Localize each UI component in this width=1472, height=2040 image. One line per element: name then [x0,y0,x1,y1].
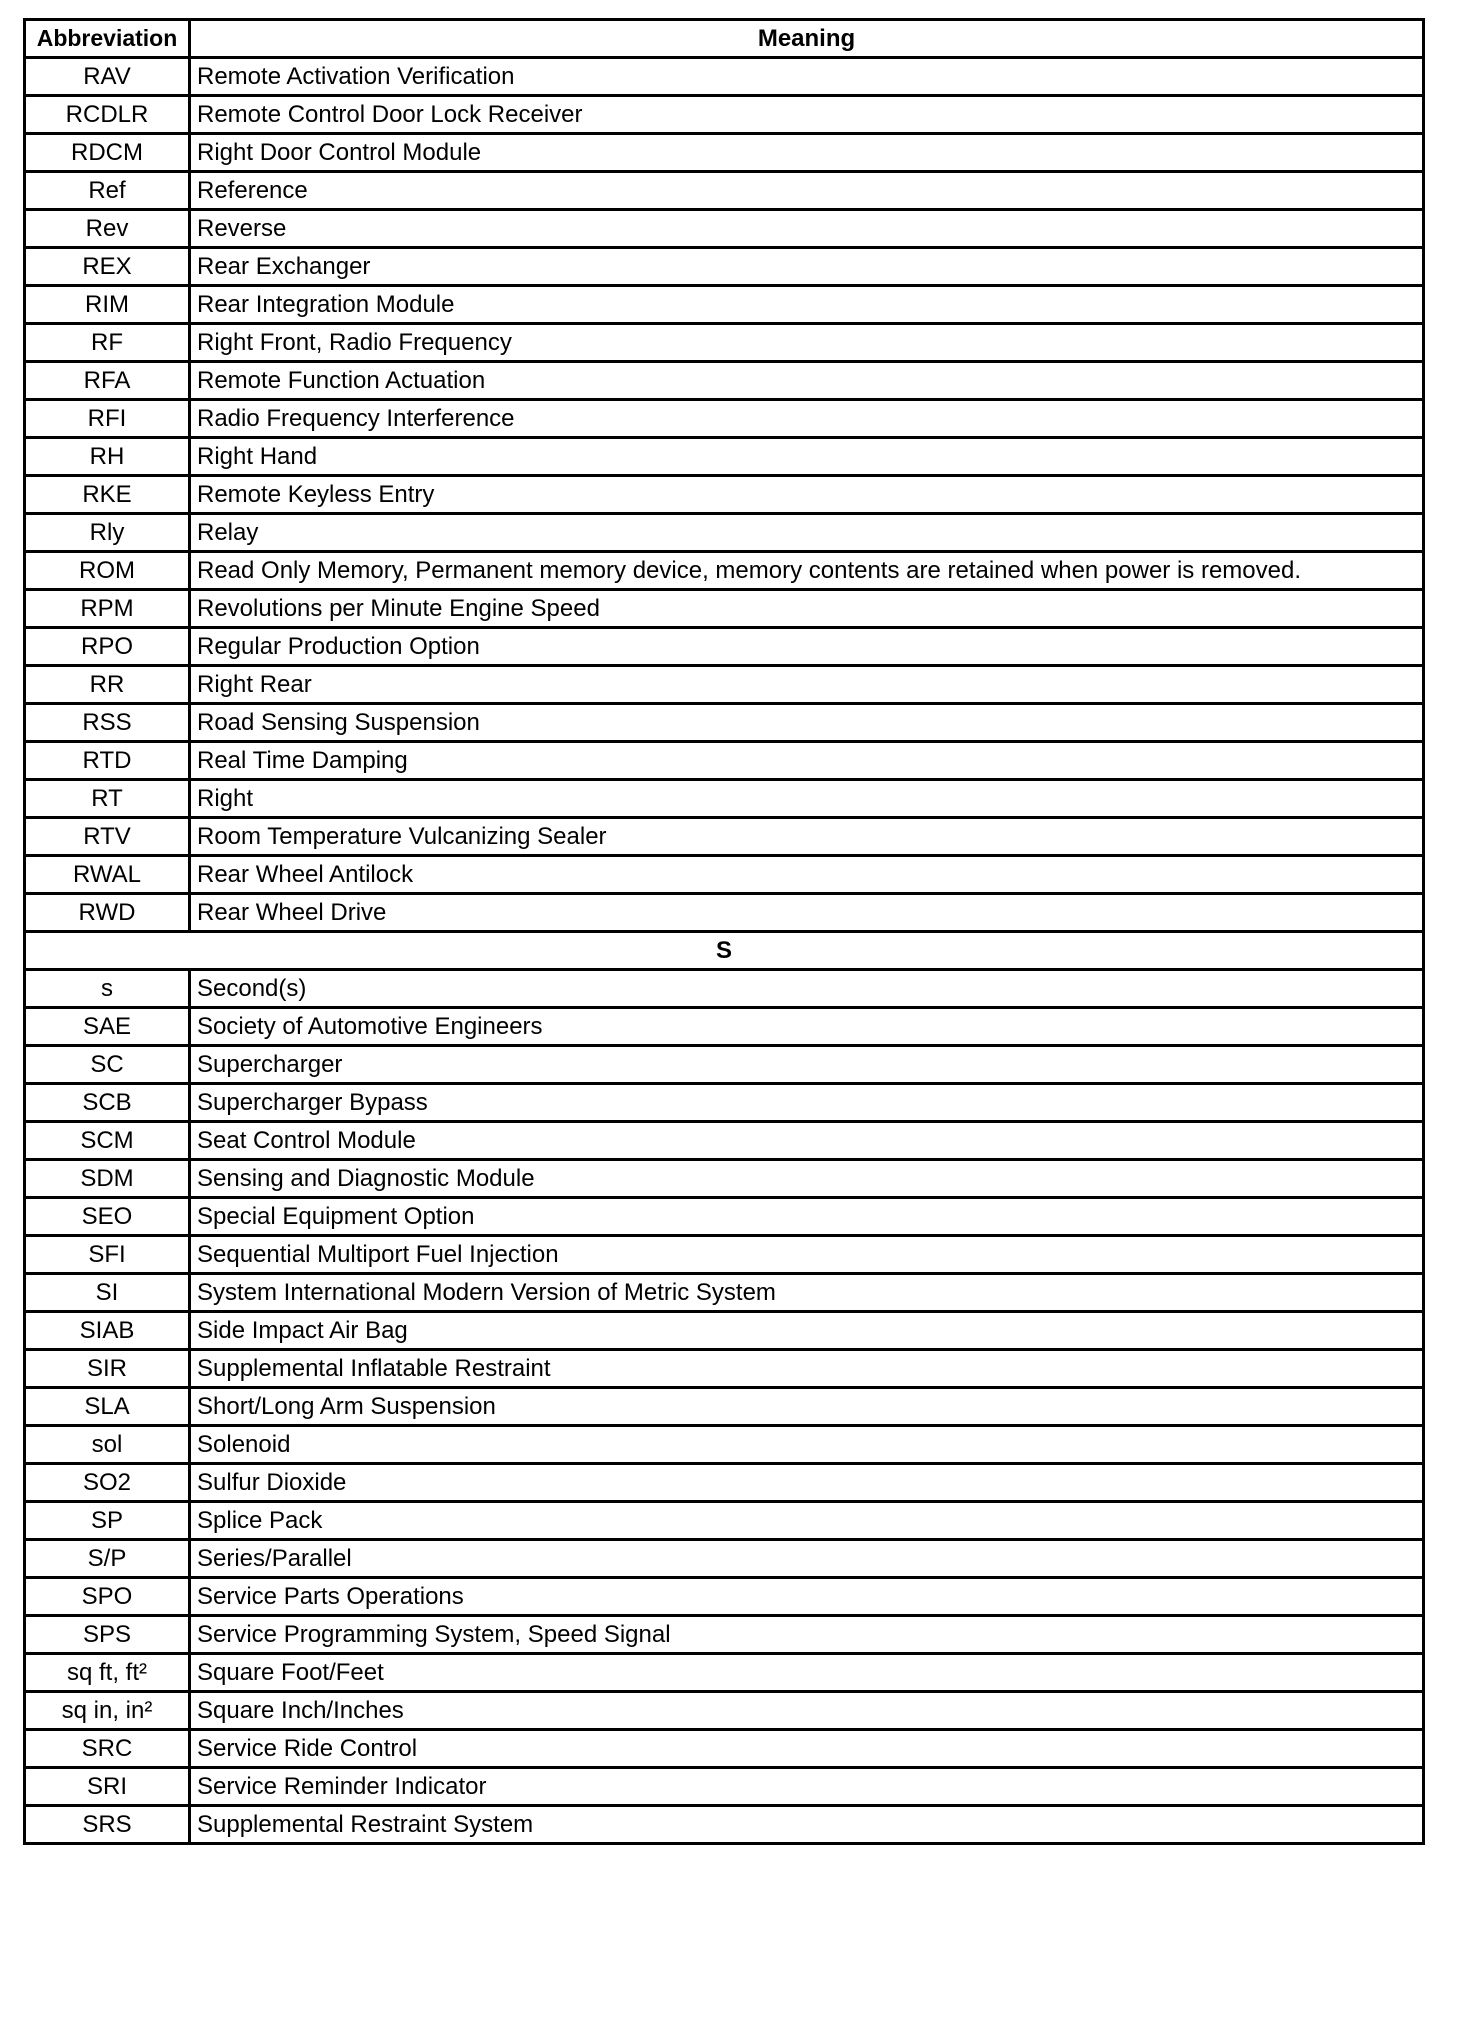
table-row [25,1236,1424,1274]
abbreviation-cell: RFA [25,362,190,400]
meaning-cell: Remote Keyless Entry [190,476,1424,514]
abbreviation-cell: RAV [25,58,190,96]
meaning-cell: Solenoid [190,1426,1424,1464]
meaning-cell: Square Foot/Feet [190,1654,1424,1692]
abbreviation-cell: Rev [25,210,190,248]
abbreviation-cell: ROM [25,552,190,590]
abbreviation-cell: RPO [25,628,190,666]
meaning-cell: Right Rear [190,666,1424,704]
table-row [25,1350,1424,1388]
meaning-cell: Service Parts Operations [190,1578,1424,1616]
table-row [25,1768,1424,1806]
abbreviation-cell: RTV [25,818,190,856]
abbreviation-cell: SRS [25,1806,190,1844]
abbreviation-cell: RKE [25,476,190,514]
meaning-cell: Square Inch/Inches [190,1692,1424,1730]
table-row [25,818,1424,856]
section-header-s: S [25,932,1424,970]
meaning-cell: Seat Control Module [190,1122,1424,1160]
meaning-cell: Rear Wheel Antilock [190,856,1424,894]
table-row [25,1312,1424,1350]
abbreviation-cell: sol [25,1426,190,1464]
table-row [25,1084,1424,1122]
table-row [25,552,1424,590]
meaning-cell: Supercharger [190,1046,1424,1084]
meaning-cell: Splice Pack [190,1502,1424,1540]
table-row [25,1654,1424,1692]
table-row [25,1198,1424,1236]
abbreviation-cell: RTD [25,742,190,780]
meaning-cell: Sensing and Diagnostic Module [190,1160,1424,1198]
meaning-cell: Right [190,780,1424,818]
abbreviation-cell: RIM [25,286,190,324]
abbreviation-cell: sq in, in² [25,1692,190,1730]
table-row [25,1502,1424,1540]
column-header-abbreviation: Abbreviation [25,20,190,58]
table-row [25,476,1424,514]
meaning-cell: Side Impact Air Bag [190,1312,1424,1350]
meaning-cell: Sequential Multiport Fuel Injection [190,1236,1424,1274]
abbreviation-cell: SEO [25,1198,190,1236]
meaning-cell: Second(s) [190,970,1424,1008]
meaning-cell: Radio Frequency Interference [190,400,1424,438]
abbreviation-cell: RWD [25,894,190,932]
table-row [25,1160,1424,1198]
table-row [25,514,1424,552]
table-header-row [25,20,1424,58]
table-row [25,58,1424,96]
table-row [25,134,1424,172]
abbreviation-cell: RWAL [25,856,190,894]
meaning-cell: Remote Function Actuation [190,362,1424,400]
table-row [25,286,1424,324]
table-row [25,704,1424,742]
abbreviation-cell: SCM [25,1122,190,1160]
abbreviation-cell: RF [25,324,190,362]
abbreviation-cell: SRC [25,1730,190,1768]
table-row [25,324,1424,362]
abbreviation-cell: SO2 [25,1464,190,1502]
table-row [25,666,1424,704]
meaning-cell: Short/Long Arm Suspension [190,1388,1424,1426]
meaning-cell: Rear Integration Module [190,286,1424,324]
table-body-r [25,58,1424,932]
table-row [25,96,1424,134]
abbreviation-cell: RT [25,780,190,818]
meaning-cell: Regular Production Option [190,628,1424,666]
column-header-meaning: Meaning [190,20,1424,58]
abbreviation-cell: RCDLR [25,96,190,134]
table-row [25,780,1424,818]
table-row [25,1122,1424,1160]
abbreviation-cell: SIR [25,1350,190,1388]
meaning-cell: Rear Wheel Drive [190,894,1424,932]
table-row [25,856,1424,894]
meaning-cell: Right Front, Radio Frequency [190,324,1424,362]
meaning-cell: Road Sensing Suspension [190,704,1424,742]
meaning-cell: Relay [190,514,1424,552]
abbreviation-cell: SRI [25,1768,190,1806]
meaning-cell: Revolutions per Minute Engine Speed [190,590,1424,628]
table-row [25,1578,1424,1616]
abbreviation-cell: RR [25,666,190,704]
abbreviation-cell: sq ft, ft² [25,1654,190,1692]
table-row [25,1388,1424,1426]
abbreviation-cell: S/P [25,1540,190,1578]
abbreviation-cell: RSS [25,704,190,742]
abbreviation-cell: s [25,970,190,1008]
table-row [25,1274,1424,1312]
meaning-cell: Service Ride Control [190,1730,1424,1768]
table-row [25,362,1424,400]
abbreviation-cell: SPO [25,1578,190,1616]
table-row [25,894,1424,932]
meaning-cell: Service Programming System, Speed Signal [190,1616,1424,1654]
meaning-cell: Sulfur Dioxide [190,1464,1424,1502]
table-body-s [25,970,1424,1844]
meaning-cell: Remote Control Door Lock Receiver [190,96,1424,134]
meaning-cell: Supplemental Inflatable Restraint [190,1350,1424,1388]
section-header-row [25,932,1424,970]
abbreviation-cell: SP [25,1502,190,1540]
table-row [25,210,1424,248]
table-row [25,628,1424,666]
abbreviation-table [23,18,1425,1845]
abbreviation-cell: SC [25,1046,190,1084]
meaning-cell: Reference [190,172,1424,210]
section-s [25,932,1424,970]
table-row [25,1008,1424,1046]
abbreviation-cell: Ref [25,172,190,210]
abbreviation-cell: Rly [25,514,190,552]
abbreviation-cell: RDCM [25,134,190,172]
abbreviation-cell: SI [25,1274,190,1312]
meaning-cell: Society of Automotive Engineers [190,1008,1424,1046]
meaning-cell: System International Modern Version of Metric System [190,1274,1424,1312]
abbreviation-cell: RPM [25,590,190,628]
table-row [25,1426,1424,1464]
abbreviation-cell: SPS [25,1616,190,1654]
abbreviation-cell: SAE [25,1008,190,1046]
table-row [25,970,1424,1008]
meaning-cell: Room Temperature Vulcanizing Sealer [190,818,1424,856]
meaning-cell: Supercharger Bypass [190,1084,1424,1122]
meaning-cell: Service Reminder Indicator [190,1768,1424,1806]
table-row [25,172,1424,210]
meaning-cell: Special Equipment Option [190,1198,1424,1236]
table-row [25,248,1424,286]
abbreviation-cell: REX [25,248,190,286]
meaning-cell: Supplemental Restraint System [190,1806,1424,1844]
meaning-cell: Right Door Control Module [190,134,1424,172]
abbreviation-cell: SCB [25,1084,190,1122]
abbreviation-cell: RFI [25,400,190,438]
table-row [25,1540,1424,1578]
table-row [25,590,1424,628]
abbreviation-cell: SDM [25,1160,190,1198]
table-row [25,1806,1424,1844]
meaning-cell: Real Time Damping [190,742,1424,780]
table-row [25,438,1424,476]
meaning-cell: Reverse [190,210,1424,248]
table-row [25,400,1424,438]
table-row [25,1730,1424,1768]
meaning-cell: Read Only Memory, Permanent memory device, memory contents are retained when power is removed. [190,552,1424,590]
table-row [25,1692,1424,1730]
meaning-cell: Remote Activation Verification [190,58,1424,96]
abbreviation-cell: SIAB [25,1312,190,1350]
table-row [25,742,1424,780]
abbreviation-cell: SLA [25,1388,190,1426]
table-row [25,1464,1424,1502]
meaning-cell: Rear Exchanger [190,248,1424,286]
table-row [25,1616,1424,1654]
abbreviation-cell: SFI [25,1236,190,1274]
meaning-cell: Right Hand [190,438,1424,476]
abbreviation-cell: RH [25,438,190,476]
table-row [25,1046,1424,1084]
meaning-cell: Series/Parallel [190,1540,1424,1578]
